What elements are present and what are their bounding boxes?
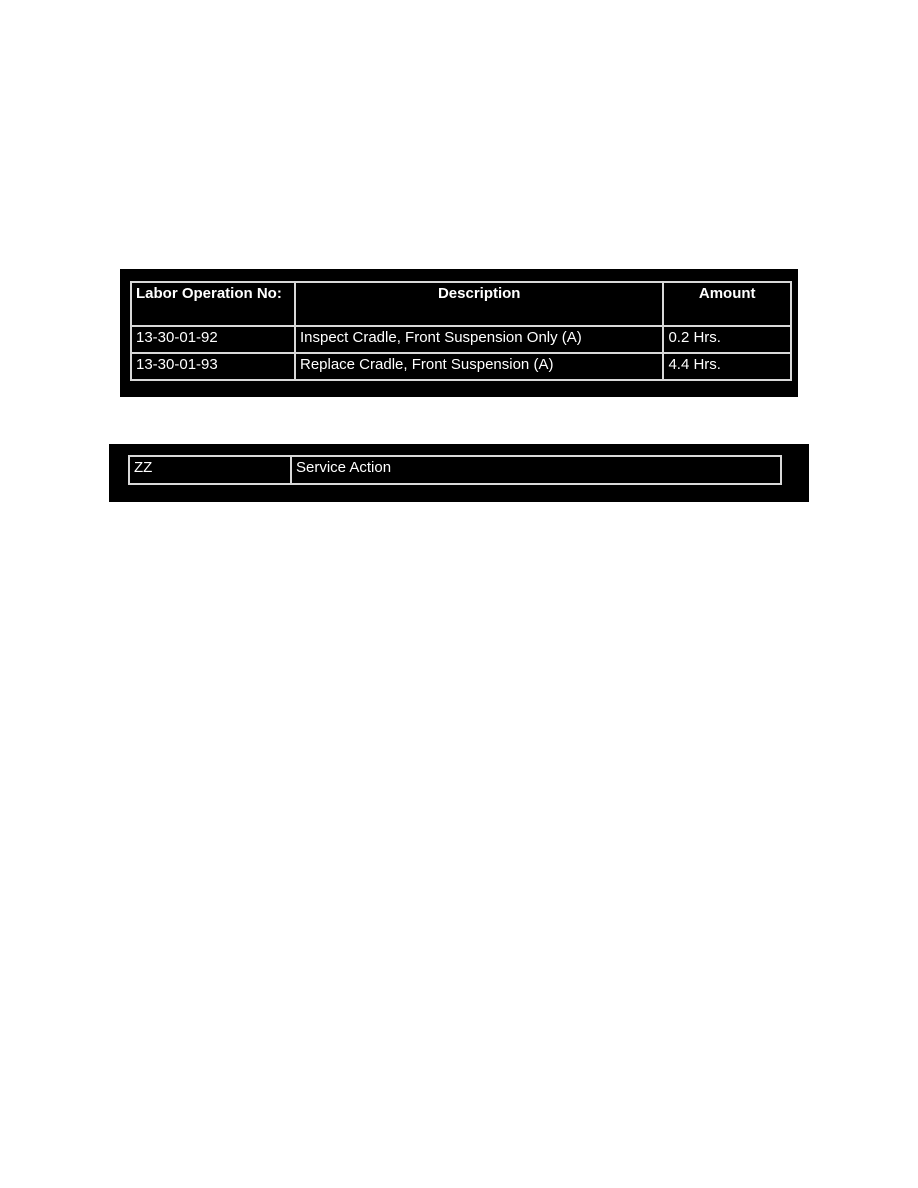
code-panel bbox=[109, 444, 809, 502]
code-table bbox=[128, 455, 782, 485]
code-description-cell: Service Action bbox=[291, 456, 781, 484]
header-amount: Amount bbox=[663, 282, 791, 326]
table-row bbox=[131, 353, 791, 380]
header-description: Description bbox=[295, 282, 663, 326]
labor-operation-no-cell: 13-30-01-93 bbox=[131, 353, 295, 380]
amount-cell: 0.2 Hrs. bbox=[663, 326, 791, 353]
table-row bbox=[129, 456, 781, 484]
description-cell: Inspect Cradle, Front Suspension Only (A) bbox=[295, 326, 663, 353]
labor-operations-panel bbox=[120, 269, 798, 397]
table-header-row bbox=[131, 282, 791, 326]
labor-operation-no-cell: 13-30-01-92 bbox=[131, 326, 295, 353]
description-cell: Replace Cradle, Front Suspension (A) bbox=[295, 353, 663, 380]
code-cell: ZZ bbox=[129, 456, 291, 484]
amount-cell: 4.4 Hrs. bbox=[663, 353, 791, 380]
table-row bbox=[131, 326, 791, 353]
labor-operations-table bbox=[130, 281, 792, 381]
header-labor-operation-no: Labor Operation No: bbox=[131, 282, 295, 326]
